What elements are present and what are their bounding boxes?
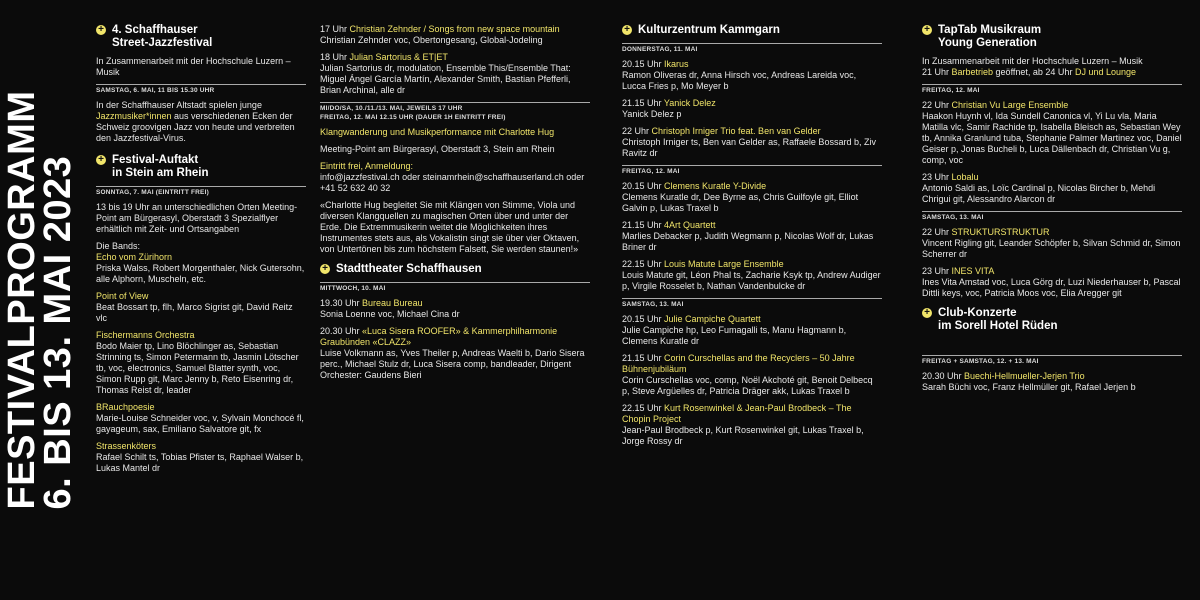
venue-header xyxy=(96,24,306,50)
event-members: Christoph Irniger ts, Ben van Gelder as, Raffaele Bossard b, Ziv Ravitz dr xyxy=(622,137,876,158)
event-item xyxy=(320,326,590,381)
venue-name: in Stein am Rhein xyxy=(112,167,209,179)
date-header: SONNTAG, 7. MAI (EINTRITT FREI) xyxy=(96,186,306,197)
event-members: Ramon Oliveras dr, Anna Hirsch voc, Andreas Lareida voc, Lucca Fries p, Mo Meyer b xyxy=(622,70,857,91)
event-time: 20.15 Uhr xyxy=(622,181,665,191)
band-members: Rafael Schilt ts, Tobias Pfister ts, Raphael Walser b, Lukas Mantel dr xyxy=(96,452,304,473)
event-time: 22 Uhr xyxy=(922,227,952,237)
event-members: Julian Sartorius dr, modulation, Ensemble This/Ensemble That: Miguel Ángel García Martín, Alexander Smith, Bastian Pfefferli, Brian Archinal, alle dr xyxy=(320,63,571,95)
event-time: 20.30 Uhr xyxy=(320,326,363,336)
plus-icon: + xyxy=(96,25,106,35)
title-line-1: FESTIVALPROGRAMM xyxy=(0,90,43,510)
band-members: Bodo Maier tp, Lino Blöchlinger as, Sebastian Strinning ts, Simon Petermann tb, Jasmin Lötscher tb, voc, electronics, Samuel Blatter synth, voc, Simon Rupp git, Marc Jenny b, Reto Eisenring dr, Thomas Reist dr, leader xyxy=(96,341,299,395)
venue-name: Stadttheater Schaffhausen xyxy=(336,263,482,275)
bar-info: 21 Uhr Barbetrieb geöffnet, ab 24 Uhr DJ und Lounge xyxy=(922,67,1137,77)
band-name: Strassenköters xyxy=(96,441,157,451)
walk-quote: «Charlotte Hug begleitet Sie mit Klängen von Stimme, Viola und diversen Klangquellen zu magischen Orten über und unter der Erde. Die Extremmusikerin weitet die Möglichkeiten ihres Instrumentes stets aus, als Vokalistin singt sie über vier Oktaven, von Untertönen bis zum höchstem Falsett, Sie werden staunen!» xyxy=(320,200,580,254)
venue-header xyxy=(922,307,1182,333)
date-header: FREITAG, 12. MAI xyxy=(922,84,1182,95)
event-members: Yanick Delez p xyxy=(622,109,682,119)
event-item xyxy=(622,181,882,214)
event-time: 20.15 Uhr xyxy=(622,59,665,69)
band-item xyxy=(96,441,306,474)
event-title: Christoph Irniger Trio feat. Ben van Gelder xyxy=(651,126,821,136)
event-members: Vincent Rigling git, Leander Schöpfer b, Silvan Schmid dr, Simon Scherrer dr xyxy=(922,238,1181,259)
event-members: Haakon Huynh vl, Ida Sundell Canonica vl, Yi Lu vla, Maria Matilla vlc, Samir Rachide tp, Isabella Bleisch as, Sebastian Wey tb, Annika Granlund tuba, Stephanie Palmer Martinez voc, Daniel Geiser p, Jonas Bucheli b, Luca Dällenbach dr, Christian Vu g, comp, voc xyxy=(922,111,1182,165)
event-title: Corin Curschellas and the Recyclers – 50 Jahre Bühnenjubiläum xyxy=(622,353,855,374)
event-members: Marlies Debacker p, Judith Wegmann p, Nicolas Wolf dr, Lukas Briner dr xyxy=(622,231,874,252)
plus-icon: + xyxy=(96,155,106,165)
event-title: Lobalu xyxy=(951,172,979,182)
event-time: 21.15 Uhr xyxy=(622,98,664,108)
event-item xyxy=(320,24,590,46)
plus-icon: + xyxy=(320,264,330,274)
event-time: 18 Uhr xyxy=(320,52,350,62)
event-time: 22.15 Uhr xyxy=(622,403,665,413)
event-time: 23 Uhr xyxy=(922,266,952,276)
date-header: MI/DO/SA, 10./11./13. MAI, JEWEILS 17 UHR xyxy=(320,102,590,113)
event-time: 23 Uhr xyxy=(922,172,952,182)
plus-icon: + xyxy=(922,308,932,318)
event-item xyxy=(320,298,590,320)
event-members: Corin Curschellas voc, comp, Noël Akchoté git, Benoit Delbecq p, Steve Argüelles dr, Patricia Dräger akk, Lukas Traxel b xyxy=(622,375,873,396)
date-header: MITTWOCH, 10. MAI xyxy=(320,282,590,293)
event-item xyxy=(922,227,1182,260)
title-line-2: 6. BIS 13. MAI 2023 xyxy=(37,155,79,510)
date-header: FREITAG, 12. MAI xyxy=(622,165,882,176)
venue-header xyxy=(320,263,590,276)
festival-title xyxy=(0,0,80,600)
event-item xyxy=(622,259,882,292)
column-1 xyxy=(96,24,306,480)
band-item xyxy=(96,330,306,396)
event-title: Clemens Kuratle Y-Divide xyxy=(664,181,767,191)
column-4 xyxy=(922,24,1182,399)
venue-name: TapTab Musikraum xyxy=(938,24,1042,36)
event-item xyxy=(622,353,882,397)
event-item xyxy=(922,371,1182,393)
event-time: 20.15 Uhr xyxy=(622,314,665,324)
event-time: 22 Uhr xyxy=(922,100,952,110)
walk-contact: info@jazzfestival.ch oder steinamrhein@schaffhauserland.ch oder +41 52 632 40 32 xyxy=(320,172,585,193)
venue-name: Club-Konzerte xyxy=(938,307,1017,319)
plus-icon: + xyxy=(922,25,932,35)
date-header: SAMSTAG, 6. MAI, 11 BIS 15.30 UHR xyxy=(96,84,306,95)
event-time: 20.30 Uhr xyxy=(922,371,965,381)
event-members: Sarah Büchi voc, Franz Hellmüller git, Rafael Jerjen b xyxy=(922,382,1136,392)
venue-name: Festival-Auftakt xyxy=(112,154,199,166)
event-members: Louis Matute git, Léon Phal ts, Zacharie Ksyk tp, Andrew Audiger p, Virgile Rosselet b, Nathan Vandenbulcke dr xyxy=(622,270,881,291)
event-item xyxy=(622,126,882,159)
event-item xyxy=(622,314,882,347)
event-members: Christian Zehnder voc, Obertongesang, Global-Jodeling xyxy=(320,35,543,45)
event-item xyxy=(922,100,1182,166)
event-members: Sonia Loenne voc, Michael Cina dr xyxy=(320,309,460,319)
date-header: FREITAG, 12. MAI 12.15 UHR (DAUER 1H EINTRITT FREI) xyxy=(320,114,506,121)
event-item xyxy=(622,98,882,120)
event-title: Bureau Bureau xyxy=(362,298,423,308)
event-title: Louis Matute Large Ensemble xyxy=(664,259,784,269)
venue-header xyxy=(922,24,1182,50)
band-item xyxy=(96,402,306,435)
event-members: Luise Volkmann as, Yves Theiler p, Andreas Waelti b, Dario Sisera perc., Michael Stulz dr, Luca Sisera comp, bandleader, Dirigent Orchester: Gaudens Bieri xyxy=(320,348,585,380)
band-item xyxy=(96,291,306,324)
date-header: DONNERSTAG, 11. MAI xyxy=(622,43,882,54)
event-time: 21.15 Uhr xyxy=(622,220,665,230)
venue-name: Young Generation xyxy=(938,37,1037,49)
event-title: Yanick Delez xyxy=(663,98,716,108)
date-header: FREITAG + SAMSTAG, 12. + 13. MAI xyxy=(922,355,1182,366)
description: 13 bis 19 Uhr an unterschiedlichen Orten Meeting-Point am Bürgerasyl, Oberstadt 3 Spezialflyer erhältlich mit Zeit- und Ortsangaben xyxy=(96,202,298,234)
description: In der Schaffhauser Altstadt spielen junge Jazzmusiker*innen aus verschiedenen Ecken der Schweiz groovigen Jazz von heute und verbreiten den Jazzfestival-Virus. xyxy=(96,100,295,143)
walk-title: Klangwanderung und Musikperformance mit Charlotte Hug xyxy=(320,127,555,137)
venue-header xyxy=(96,154,306,180)
plus-icon: + xyxy=(622,25,632,35)
band-name: Echo vom Zürihorn xyxy=(96,252,173,262)
event-time: 17 Uhr xyxy=(320,24,350,34)
venue-name: 4. Schaffhauser xyxy=(112,24,198,36)
band-item xyxy=(96,252,306,285)
event-item xyxy=(622,403,882,447)
event-members: Jean-Paul Brodbeck p, Kurt Rosenwinkel git, Lukas Traxel b, Jorge Rossy dr xyxy=(622,425,864,446)
event-members: Clemens Kuratle dr, Dee Byrne as, Chris Guilfoyle git, Elliot Galvin p, Lukas Traxel b xyxy=(622,192,859,213)
cooperation-note: In Zusammenarbeit mit der Hochschule Luzern – Musik xyxy=(922,56,1143,66)
band-name: Fischermanns Orchestra xyxy=(96,330,195,340)
event-title: «Luca Sisera ROOFER» & Kammerphilharmonie Graubünden «CLAZZ» xyxy=(320,326,558,347)
event-title: 4Art Quartett xyxy=(664,220,716,230)
event-title: Julian Sartorius & ET|ET xyxy=(349,52,448,62)
event-item xyxy=(622,59,882,92)
venue-name: im Sorell Hotel Rüden xyxy=(938,320,1058,332)
event-title: Julie Campiche Quartett xyxy=(664,314,761,324)
event-item xyxy=(622,220,882,253)
column-2 xyxy=(320,24,590,387)
event-title: STRUKTURSTRUKTUR xyxy=(951,227,1050,237)
event-title: Christian Zehnder / Songs from new space mountain xyxy=(349,24,560,34)
walk-registration: Eintritt frei, Anmeldung: xyxy=(320,161,414,171)
band-members: Marie-Louise Schneider voc, v, Sylvain Monchocé fl, gayageum, sax, Emiliano Salvatore git, fx xyxy=(96,413,304,434)
band-name: BRauchpoesie xyxy=(96,402,155,412)
event-title: Kurt Rosenwinkel & Jean-Paul Brodbeck – The Chopin Project xyxy=(622,403,852,424)
event-time: 19.30 Uhr xyxy=(320,298,363,308)
event-members: Antonio Saldi as, Loïc Cardinal p, Nicolas Bircher b, Mehdi Chrigui git, Alessandro Alarcon dr xyxy=(922,183,1156,204)
venue-name: Street-Jazzfestival xyxy=(112,37,213,49)
event-item xyxy=(922,266,1182,299)
band-members: Beat Bossart tp, flh, Marco Sigrist git, David Reitz vlc xyxy=(96,302,293,323)
event-title: Christian Vu Large Ensemble xyxy=(951,100,1069,110)
event-time: 22.15 Uhr xyxy=(622,259,665,269)
band-members: Priska Walss, Robert Morgenthaler, Nick Gutersohn, alle Alphorn, Muscheln, etc. xyxy=(96,263,305,284)
venue-name: Kulturzentrum Kammgarn xyxy=(638,24,780,36)
date-header: SAMSTAG, 13. MAI xyxy=(622,298,882,309)
event-title: Ikarus xyxy=(664,59,689,69)
bands-label: Die Bands: xyxy=(96,241,141,251)
event-item xyxy=(922,172,1182,205)
event-time: 21.15 Uhr xyxy=(622,353,665,363)
cooperation-note: In Zusammenarbeit mit der Hochschule Luzern – Musik xyxy=(96,56,291,77)
event-members: Julie Campiche hp, Leo Fumagalli ts, Manu Hagmann b, Clemens Kuratle dr xyxy=(622,325,847,346)
event-time: 22 Uhr xyxy=(622,126,652,136)
event-members: Ines Vita Amstad voc, Luca Görg dr, Luzi Niederhauser b, Pascal Dittli keys, voc, Patricia Moos voc, Elia Aregger git xyxy=(922,277,1181,298)
date-header: SAMSTAG, 13. MAI xyxy=(922,211,1182,222)
venue-header xyxy=(622,24,882,37)
event-title: INES VITA xyxy=(951,266,995,276)
walk-meeting: Meeting-Point am Bürgerasyl, Oberstadt 3, Stein am Rhein xyxy=(320,144,555,154)
column-3 xyxy=(622,24,882,453)
event-item xyxy=(320,52,590,96)
event-title: Buechi-Hellmueller-Jerjen Trio xyxy=(964,371,1085,381)
band-name: Point of View xyxy=(96,291,149,301)
